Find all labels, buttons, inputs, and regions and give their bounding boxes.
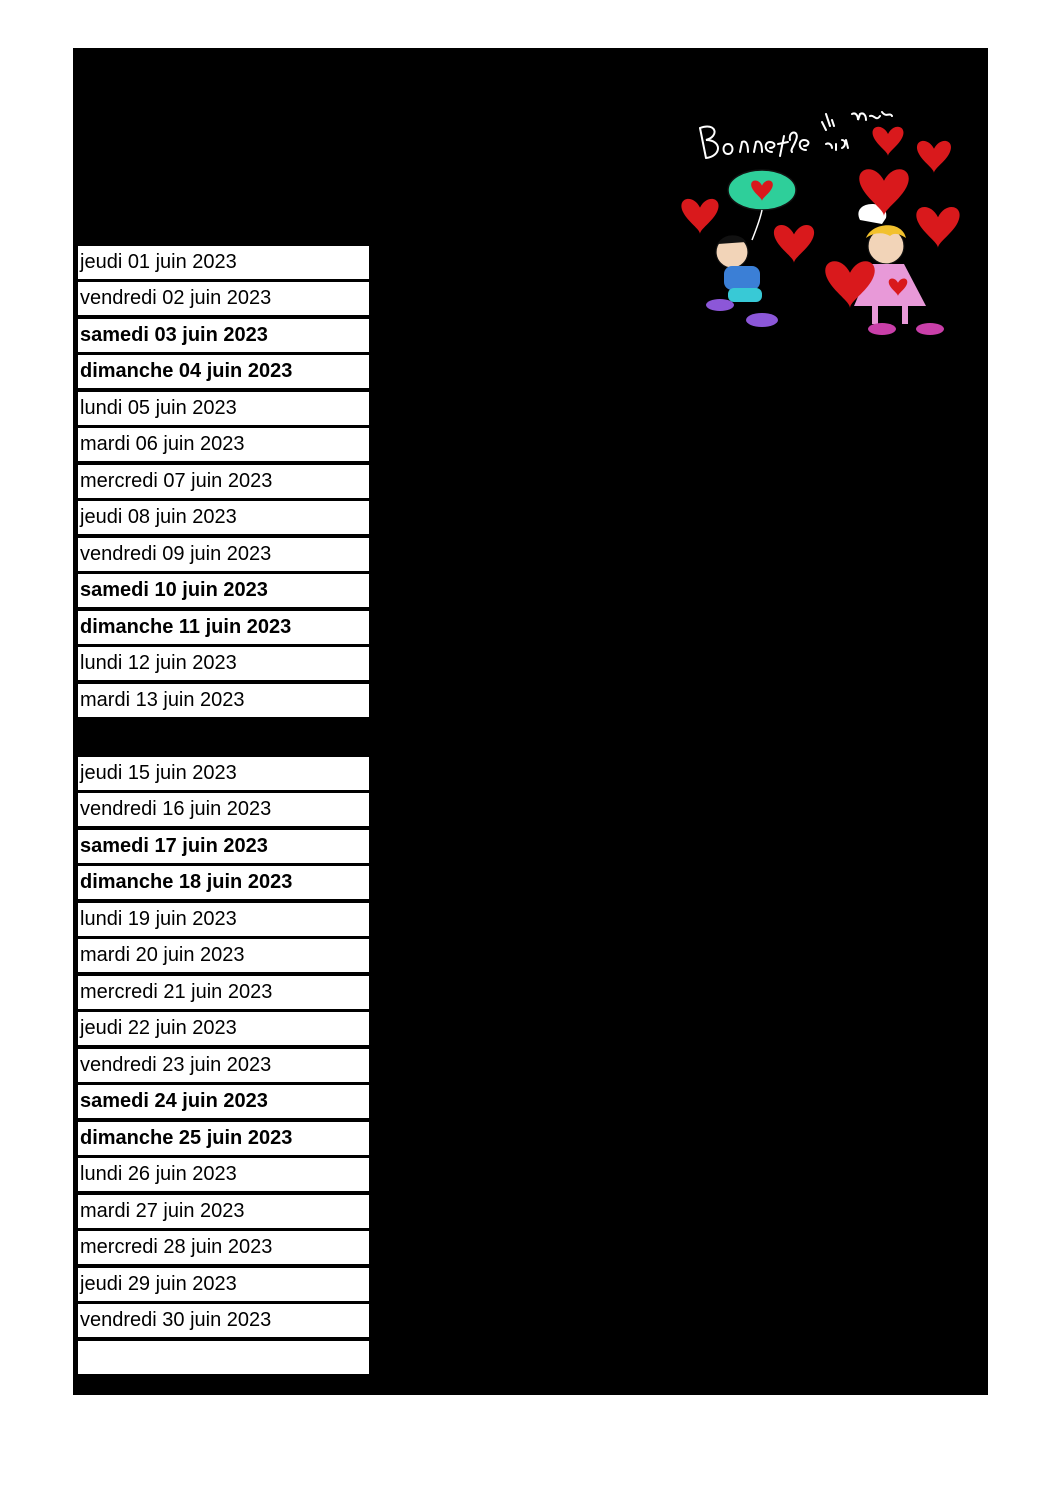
day-cell: samedi 03 juin 2023 [78,319,369,352]
day-cell: jeudi 01 juin 2023 [78,246,369,279]
day-cell-empty [78,1341,369,1374]
hearts-icon [681,127,959,308]
day-cell: samedi 24 juin 2023 [78,1085,369,1118]
day-cell: lundi 19 juin 2023 [78,903,369,936]
day-cell: mercredi 28 juin 2023 [78,1231,369,1264]
day-cell: mercredi 21 juin 2023 [78,976,369,1009]
greeting-lettering [700,112,892,158]
day-cell: jeudi 15 juin 2023 [78,757,369,790]
day-cell: vendredi 02 juin 2023 [78,282,369,315]
day-cell: lundi 12 juin 2023 [78,647,369,680]
day-cell: dimanche 18 juin 2023 [78,866,369,899]
day-cell: dimanche 11 juin 2023 [78,611,369,644]
day-cell: lundi 26 juin 2023 [78,1158,369,1191]
day-cell: vendredi 23 juin 2023 [78,1049,369,1082]
day-cell: vendredi 09 juin 2023 [78,538,369,571]
day-cell: jeudi 29 juin 2023 [78,1268,369,1301]
day-cell: mercredi 07 juin 2023 [78,465,369,498]
day-cell: samedi 10 juin 2023 [78,574,369,607]
day-cell: jeudi 08 juin 2023 [78,501,369,534]
hearts-children-icon [676,100,966,345]
day-cell: lundi 05 juin 2023 [78,392,369,425]
day-cell: mardi 13 juin 2023 [78,684,369,717]
day-cell: dimanche 25 juin 2023 [78,1122,369,1155]
day-cell: mardi 06 juin 2023 [78,428,369,461]
day-cell: vendredi 30 juin 2023 [78,1304,369,1337]
day-cell: jeudi 22 juin 2023 [78,1012,369,1045]
day-cell: vendredi 16 juin 2023 [78,793,369,826]
day-cell: mardi 20 juin 2023 [78,939,369,972]
day-cell: mardi 27 juin 2023 [78,1195,369,1228]
day-cell: dimanche 04 juin 2023 [78,355,369,388]
boy-figure [706,235,778,327]
day-cell: samedi 17 juin 2023 [78,830,369,863]
